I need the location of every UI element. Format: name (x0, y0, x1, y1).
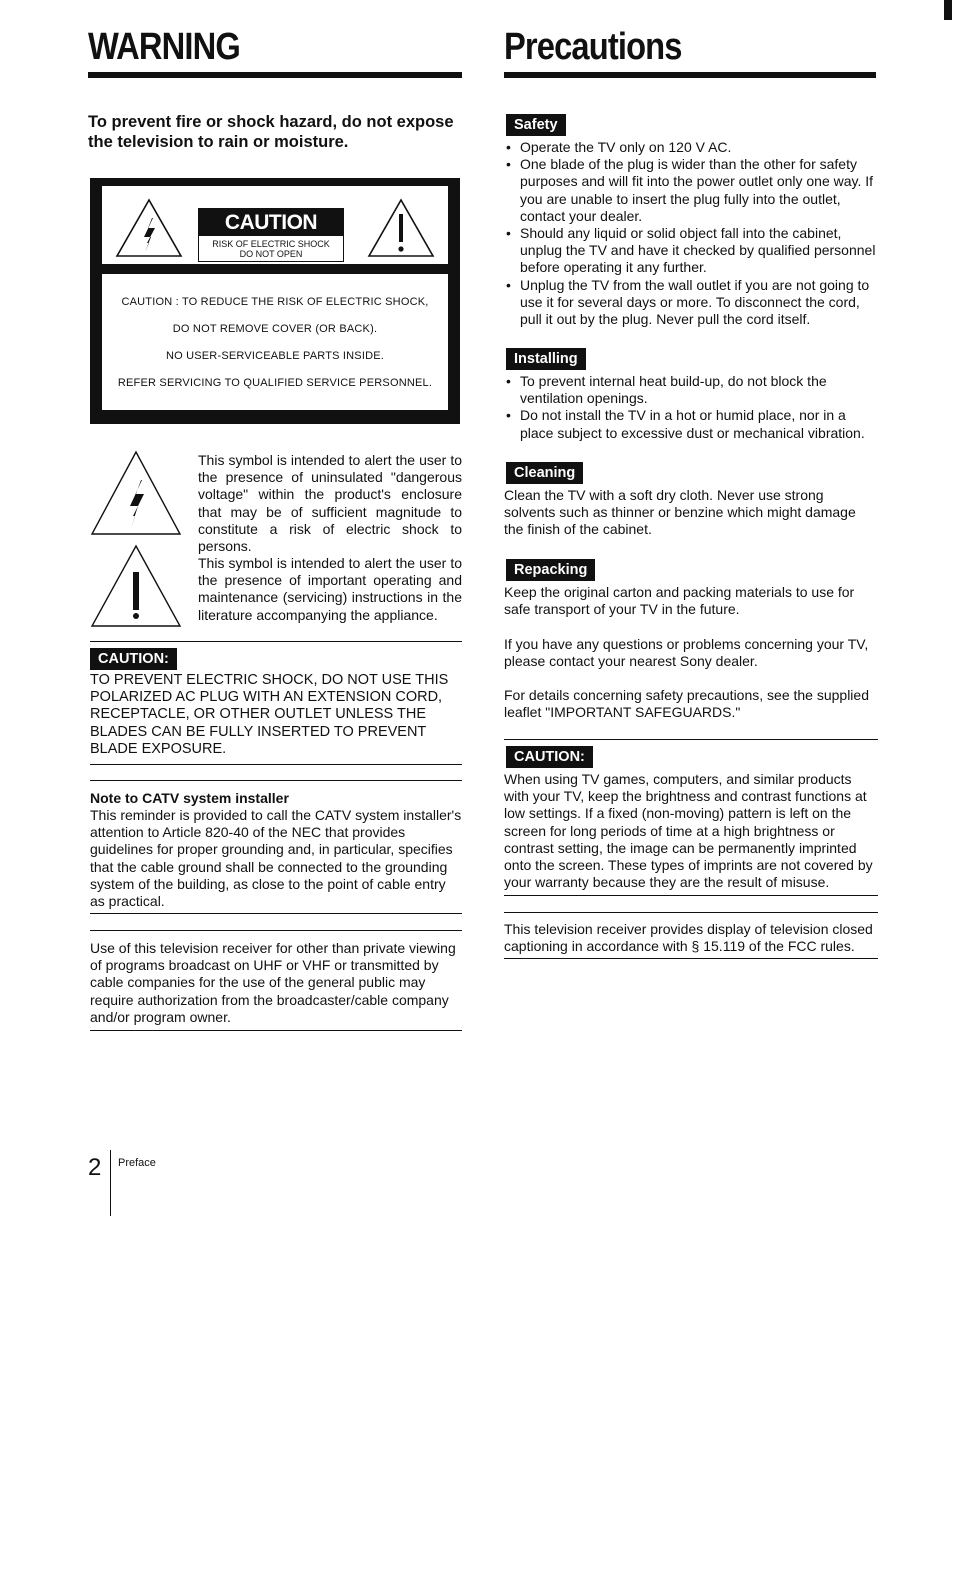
list-item: • One blade of the plug is wider than the other for safety purposes and will fit into the power outlet only one way. If you are unable to insert the plug fully into the outlet, contact your dealer. (506, 156, 878, 225)
cleaning-text: Clean the TV with a soft dry cloth. Never use strong solvents such as thinner or benzine which might damage the finish of the cabinet. (504, 487, 856, 538)
footer-rule (110, 1150, 111, 1216)
exclamation-warning-icon (366, 196, 436, 260)
divider (504, 739, 878, 740)
warning-title: WARNING (88, 26, 240, 68)
caution-label-head: CAUTION (199, 209, 343, 236)
caution-badge: CAUTION: (506, 746, 593, 768)
warning-title-rule (88, 72, 462, 78)
caution-line-3: NO USER-SERVICEABLE PARTS INSIDE. (165, 350, 385, 362)
cleaning-badge: Cleaning (506, 462, 583, 484)
catv-heading: Note to CATV system installer (90, 790, 289, 806)
details-text: For details concerning safety precautions, see the supplied leaflet "IMPORTANT SAFEGUARDS." (504, 687, 869, 721)
caution-line-1: CAUTION : TO REDUCE THE RISK OF ELECTRIC SHOCK, (121, 296, 429, 308)
divider (504, 958, 878, 959)
caution-label (198, 208, 344, 262)
caution-label-top (102, 186, 448, 264)
divider (504, 912, 878, 913)
divider (90, 764, 462, 765)
catv-text: This reminder is provided to call the CATV system installer's attention to Article 820-40 of the NEC that provides guidelines for proper grounding and, in particular, specifies that the cable ground shall be connected to the grounding system of the building, as close to the point of cable entry as practical. (90, 807, 462, 910)
divider (90, 1030, 462, 1031)
divider (90, 930, 462, 931)
questions-text: If you have any questions or problems concerning your TV, please contact your nearest Sony dealer. (504, 636, 869, 670)
symbol-voltage-text: This symbol is intended to alert the user to the presence of uninsulated "dangerous voltage" within the product's enclosure that may be of sufficient magnitude to constitute a risk of electric shock to persons. (198, 452, 462, 555)
section-name: Preface (118, 1157, 156, 1169)
divider (90, 780, 462, 781)
installing-list (506, 373, 878, 442)
lightning-warning-icon (114, 196, 184, 260)
private-viewing-text: Use of this television receiver for other than private viewing of programs broadcast on UHF or VHF or transmitted by cable companies for the use of the general public may require authorization from the broadcaster/cable company and/or program owner. (90, 940, 456, 1025)
precautions-title: Precautions (504, 26, 682, 68)
precautions-title-rule (504, 72, 876, 78)
exclamation-symbol-icon (90, 544, 186, 634)
divider (504, 895, 878, 896)
list-item: • Unplug the TV from the wall outlet if you are not going to use it for several days or more. To disconnect the cord, pull it out by the plug. Never pull the cord itself. (506, 277, 878, 329)
safety-list (506, 139, 878, 328)
warning-lead: To prevent fire or shock hazard, do not expose the television to rain or moisture. (88, 113, 454, 151)
caution-line-2: DO NOT REMOVE COVER (OR BACK). (172, 323, 378, 335)
divider (90, 913, 462, 914)
safety-badge: Safety (506, 114, 566, 136)
divider (90, 641, 462, 642)
repacking-text: Keep the original carton and packing materials to use for safe transport of your TV in the future. (504, 584, 855, 618)
symbol-row-instructions (88, 544, 462, 634)
page-number: 2 (88, 1154, 102, 1181)
page-edge-mark (944, 0, 952, 20)
lightning-symbol-icon (90, 450, 186, 540)
fcc-text: This television receiver provides display of television closed captioning in accordance with § 15.119 of the FCC rules. (504, 921, 873, 955)
caution-tv-games-text: When using TV games, computers, and similar products with your TV, keep the brightness and contrast functions at low settings. If a fixed (non-moving) pattern is left on the screen for long periods of time at a high brightness or contrast setting, the image can be permanently imprinted onto the screen. These types of imprints are not covered by your warranty because they are the result of misuse. (504, 771, 873, 891)
list-item: • Do not install the TV in a hot or humid place, nor in a place subject to excessive dust or mechanical vibration. (506, 407, 878, 441)
list-item: • To prevent internal heat build-up, do not block the ventilation openings. (506, 373, 878, 407)
caution-label-box (90, 178, 460, 424)
list-item: • Operate the TV only on 120 V AC. (506, 139, 878, 156)
caution-badge: CAUTION: (90, 648, 177, 670)
caution-plug-text: TO PREVENT ELECTRIC SHOCK, DO NOT USE THIS POLARIZED AC PLUG WITH AN EXTENSION CORD, RECEPTACLE, OR OTHER OUTLET UNLESS THE BLADES CAN BE FULLY INSERTED TO PREVENT BLADE EXPOSURE. (90, 672, 449, 757)
caution-label-sub1: RISK OF ELECTRIC SHOCK (212, 239, 330, 249)
caution-line-4: REFER SERVICING TO QUALIFIED SERVICE PERSONNEL. (117, 377, 433, 389)
caution-label-sub2: DO NOT OPEN (239, 249, 303, 259)
caution-label-text (102, 274, 448, 410)
symbol-row-voltage (88, 450, 462, 555)
list-item: • Should any liquid or solid object fall into the cabinet, unplug the TV and have it checked by qualified personnel before operating it any further. (506, 225, 878, 277)
installing-badge: Installing (506, 348, 586, 370)
repacking-badge: Repacking (506, 559, 595, 581)
symbol-instructions-text: This symbol is intended to alert the user to the presence of important operating and maintenance (servicing) instructions in the literature accompanying the appliance. (198, 555, 462, 623)
